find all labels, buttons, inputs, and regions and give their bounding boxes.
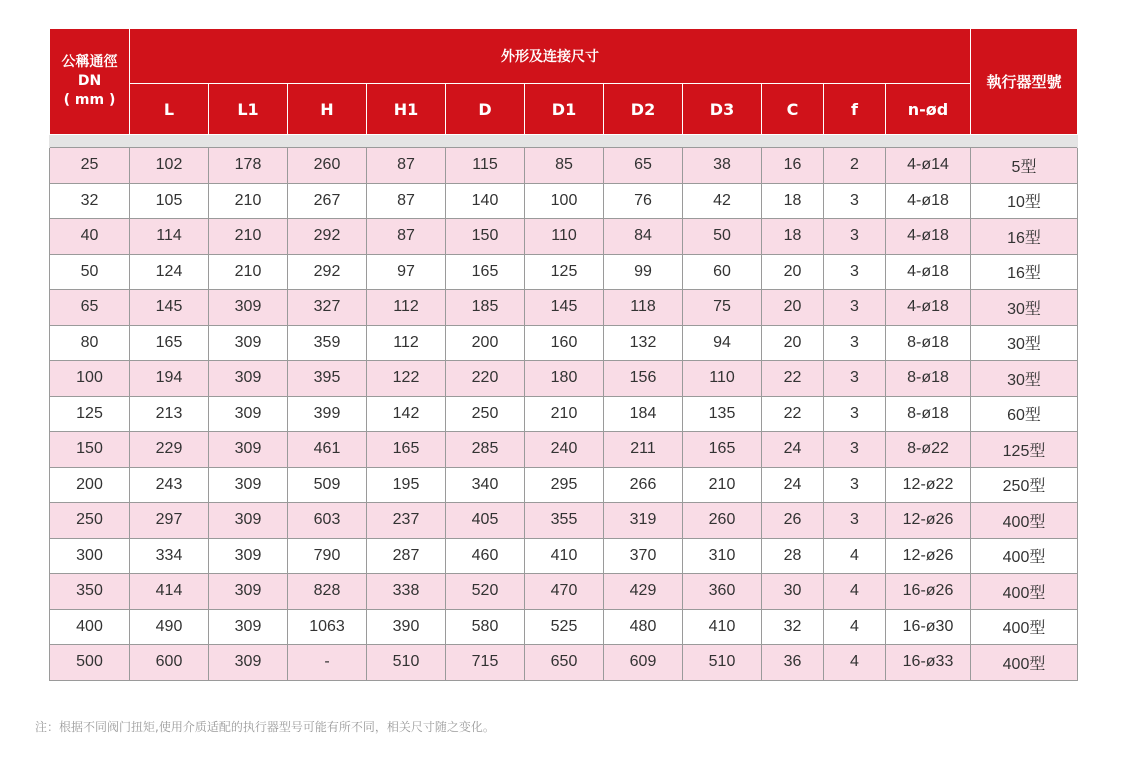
- cell-n-od: 4-ø18: [886, 183, 971, 219]
- cell-c: 18: [762, 183, 824, 219]
- cell-h: 395: [288, 361, 367, 397]
- cell-d2: 480: [604, 609, 683, 645]
- cell-c: 26: [762, 503, 824, 539]
- cell-f: 3: [824, 219, 886, 255]
- cell-l: 334: [130, 538, 209, 574]
- table-row: [50, 396, 1078, 432]
- cell-d: 140: [446, 183, 525, 219]
- table-row: [50, 432, 1078, 468]
- cell-h1: 195: [367, 467, 446, 503]
- cell-l: 102: [130, 148, 209, 184]
- cell-l1: 309: [209, 574, 288, 610]
- cell-dn: 25: [50, 148, 130, 184]
- header-col-l: L: [130, 84, 209, 135]
- cell-f: 3: [824, 396, 886, 432]
- cell-h1: 87: [367, 148, 446, 184]
- table-row: [50, 148, 1078, 184]
- cell-d1: 470: [525, 574, 604, 610]
- cell-dn: 300: [50, 538, 130, 574]
- cell-d2: 211: [604, 432, 683, 468]
- cell-d2: 132: [604, 325, 683, 361]
- header-col-l1: L1: [209, 84, 288, 135]
- cell-d: 185: [446, 290, 525, 326]
- cell-actuator-model: 30型: [971, 361, 1078, 397]
- cell-actuator-model: 400型: [971, 645, 1078, 681]
- cell-d: 340: [446, 467, 525, 503]
- cell-n-od: 4-ø14: [886, 148, 971, 184]
- cell-dn: 350: [50, 574, 130, 610]
- cell-n-od: 4-ø18: [886, 290, 971, 326]
- cell-h1: 97: [367, 254, 446, 290]
- cell-l1: 309: [209, 325, 288, 361]
- cell-n-od: 12-ø22: [886, 467, 971, 503]
- cell-d2: 99: [604, 254, 683, 290]
- cell-d: 250: [446, 396, 525, 432]
- cell-d: 200: [446, 325, 525, 361]
- cell-f: 3: [824, 432, 886, 468]
- table-row: [50, 219, 1078, 255]
- header-spacer-row: [50, 135, 1078, 148]
- cell-actuator-model: 60型: [971, 396, 1078, 432]
- cell-d: 165: [446, 254, 525, 290]
- header-col-f: f: [824, 84, 886, 135]
- cell-d2: 76: [604, 183, 683, 219]
- cell-d3: 310: [683, 538, 762, 574]
- cell-n-od: 8-ø22: [886, 432, 971, 468]
- cell-n-od: 8-ø18: [886, 325, 971, 361]
- cell-d2: 609: [604, 645, 683, 681]
- table-row: [50, 361, 1078, 397]
- cell-l: 213: [130, 396, 209, 432]
- cell-d: 220: [446, 361, 525, 397]
- cell-c: 20: [762, 254, 824, 290]
- header-dn-line2: DN: [77, 73, 102, 89]
- cell-l: 145: [130, 290, 209, 326]
- cell-c: 24: [762, 467, 824, 503]
- cell-d2: 84: [604, 219, 683, 255]
- cell-dn: 65: [50, 290, 130, 326]
- cell-d1: 240: [525, 432, 604, 468]
- cell-h: 292: [288, 254, 367, 290]
- cell-dn: 80: [50, 325, 130, 361]
- cell-d3: 50: [683, 219, 762, 255]
- cell-c: 32: [762, 609, 824, 645]
- cell-n-od: 4-ø18: [886, 254, 971, 290]
- table-row: [50, 503, 1078, 539]
- cell-h1: 287: [367, 538, 446, 574]
- cell-f: 2: [824, 148, 886, 184]
- cell-h: -: [288, 645, 367, 681]
- cell-dn: 250: [50, 503, 130, 539]
- cell-d3: 38: [683, 148, 762, 184]
- footnote: 注：根据不同阀门扭矩,使用介质适配的执行器型号可能有所不同，相关尺寸随之变化。: [35, 720, 495, 734]
- cell-f: 3: [824, 361, 886, 397]
- cell-d1: 355: [525, 503, 604, 539]
- cell-d3: 510: [683, 645, 762, 681]
- cell-l1: 309: [209, 361, 288, 397]
- cell-actuator-model: 5型: [971, 148, 1078, 184]
- cell-l1: 309: [209, 396, 288, 432]
- cell-l: 105: [130, 183, 209, 219]
- header-dn-line1: 公稱通徑: [61, 54, 118, 70]
- cell-d2: 156: [604, 361, 683, 397]
- cell-dn: 200: [50, 467, 130, 503]
- cell-l: 600: [130, 645, 209, 681]
- cell-h1: 165: [367, 432, 446, 468]
- cell-l: 243: [130, 467, 209, 503]
- cell-actuator-model: 400型: [971, 609, 1078, 645]
- cell-d3: 410: [683, 609, 762, 645]
- cell-l1: 309: [209, 609, 288, 645]
- cell-d1: 100: [525, 183, 604, 219]
- cell-n-od: 4-ø18: [886, 219, 971, 255]
- cell-h1: 112: [367, 325, 446, 361]
- cell-d: 115: [446, 148, 525, 184]
- cell-f: 4: [824, 609, 886, 645]
- cell-c: 28: [762, 538, 824, 574]
- cell-h1: 112: [367, 290, 446, 326]
- cell-d2: 65: [604, 148, 683, 184]
- table-row: [50, 645, 1078, 681]
- cell-c: 20: [762, 290, 824, 326]
- cell-d1: 525: [525, 609, 604, 645]
- cell-h: 509: [288, 467, 367, 503]
- cell-d2: 118: [604, 290, 683, 326]
- cell-h1: 122: [367, 361, 446, 397]
- cell-actuator-model: 30型: [971, 325, 1078, 361]
- cell-d3: 42: [683, 183, 762, 219]
- cell-h: 260: [288, 148, 367, 184]
- cell-n-od: 12-ø26: [886, 503, 971, 539]
- cell-dn: 125: [50, 396, 130, 432]
- cell-actuator-model: 250型: [971, 467, 1078, 503]
- cell-l: 194: [130, 361, 209, 397]
- cell-d3: 60: [683, 254, 762, 290]
- cell-h1: 87: [367, 219, 446, 255]
- cell-h1: 142: [367, 396, 446, 432]
- cell-d1: 295: [525, 467, 604, 503]
- cell-f: 3: [824, 325, 886, 361]
- cell-c: 16: [762, 148, 824, 184]
- header-col-h1: H1: [367, 84, 446, 135]
- cell-h1: 237: [367, 503, 446, 539]
- header-col-d: D: [446, 84, 525, 135]
- cell-d3: 260: [683, 503, 762, 539]
- header-dimensions-group: 外形及连接尺寸: [130, 29, 971, 84]
- cell-n-od: 16-ø26: [886, 574, 971, 610]
- cell-l1: 210: [209, 254, 288, 290]
- table-row: [50, 538, 1078, 574]
- cell-n-od: 16-ø33: [886, 645, 971, 681]
- cell-d: 150: [446, 219, 525, 255]
- cell-h: 461: [288, 432, 367, 468]
- cell-f: 4: [824, 645, 886, 681]
- cell-l: 229: [130, 432, 209, 468]
- cell-d1: 85: [525, 148, 604, 184]
- cell-l1: 309: [209, 290, 288, 326]
- header-actuator-model: 執行器型號: [971, 29, 1078, 135]
- dimension-table: [49, 28, 1078, 681]
- cell-n-od: 8-ø18: [886, 361, 971, 397]
- header-col-n-od: n-ød: [886, 84, 971, 135]
- cell-l: 297: [130, 503, 209, 539]
- cell-h: 359: [288, 325, 367, 361]
- cell-h: 399: [288, 396, 367, 432]
- header-col-c: C: [762, 84, 824, 135]
- cell-l: 124: [130, 254, 209, 290]
- header-col-d3: D3: [683, 84, 762, 135]
- cell-d3: 135: [683, 396, 762, 432]
- table-row: [50, 290, 1078, 326]
- cell-f: 4: [824, 538, 886, 574]
- cell-c: 24: [762, 432, 824, 468]
- header-col-h: H: [288, 84, 367, 135]
- header-col-d1: D1: [525, 84, 604, 135]
- cell-actuator-model: 16型: [971, 254, 1078, 290]
- cell-l1: 210: [209, 219, 288, 255]
- cell-c: 20: [762, 325, 824, 361]
- cell-f: 3: [824, 254, 886, 290]
- cell-f: 3: [824, 503, 886, 539]
- cell-l: 114: [130, 219, 209, 255]
- cell-h: 1063: [288, 609, 367, 645]
- cell-dn: 40: [50, 219, 130, 255]
- cell-l1: 309: [209, 432, 288, 468]
- cell-dn: 50: [50, 254, 130, 290]
- cell-h1: 338: [367, 574, 446, 610]
- cell-d3: 165: [683, 432, 762, 468]
- cell-l1: 309: [209, 467, 288, 503]
- cell-dn: 32: [50, 183, 130, 219]
- cell-d3: 210: [683, 467, 762, 503]
- cell-d1: 210: [525, 396, 604, 432]
- cell-h1: 390: [367, 609, 446, 645]
- table-row: [50, 574, 1078, 610]
- cell-f: 3: [824, 183, 886, 219]
- cell-h: 327: [288, 290, 367, 326]
- cell-actuator-model: 400型: [971, 503, 1078, 539]
- table-row: [50, 609, 1078, 645]
- cell-d1: 650: [525, 645, 604, 681]
- cell-d: 580: [446, 609, 525, 645]
- cell-d3: 360: [683, 574, 762, 610]
- cell-h1: 87: [367, 183, 446, 219]
- cell-d2: 429: [604, 574, 683, 610]
- cell-actuator-model: 16型: [971, 219, 1078, 255]
- cell-n-od: 8-ø18: [886, 396, 971, 432]
- table-row: [50, 467, 1078, 503]
- cell-actuator-model: 400型: [971, 538, 1078, 574]
- cell-h: 828: [288, 574, 367, 610]
- cell-l1: 178: [209, 148, 288, 184]
- cell-d1: 145: [525, 290, 604, 326]
- cell-d2: 266: [604, 467, 683, 503]
- cell-actuator-model: 400型: [971, 574, 1078, 610]
- cell-l: 490: [130, 609, 209, 645]
- cell-d: 405: [446, 503, 525, 539]
- cell-f: 3: [824, 467, 886, 503]
- cell-d1: 125: [525, 254, 604, 290]
- cell-f: 4: [824, 574, 886, 610]
- header-col-d2: D2: [604, 84, 683, 135]
- cell-d2: 370: [604, 538, 683, 574]
- cell-d2: 319: [604, 503, 683, 539]
- cell-d: 715: [446, 645, 525, 681]
- cell-dn: 500: [50, 645, 130, 681]
- cell-l: 414: [130, 574, 209, 610]
- table-row: [50, 325, 1078, 361]
- cell-c: 30: [762, 574, 824, 610]
- cell-c: 22: [762, 361, 824, 397]
- cell-d3: 110: [683, 361, 762, 397]
- cell-d3: 94: [683, 325, 762, 361]
- cell-d: 285: [446, 432, 525, 468]
- cell-h1: 510: [367, 645, 446, 681]
- table-row: [50, 183, 1078, 219]
- cell-d1: 410: [525, 538, 604, 574]
- cell-dn: 100: [50, 361, 130, 397]
- cell-l1: 309: [209, 645, 288, 681]
- cell-h: 790: [288, 538, 367, 574]
- header-dn: [50, 29, 130, 135]
- header-spacer-cell: [50, 135, 1078, 148]
- cell-c: 22: [762, 396, 824, 432]
- cell-actuator-model: 10型: [971, 183, 1078, 219]
- cell-h: 603: [288, 503, 367, 539]
- cell-f: 3: [824, 290, 886, 326]
- cell-d2: 184: [604, 396, 683, 432]
- cell-c: 36: [762, 645, 824, 681]
- cell-d3: 75: [683, 290, 762, 326]
- cell-n-od: 12-ø26: [886, 538, 971, 574]
- cell-n-od: 16-ø30: [886, 609, 971, 645]
- cell-l: 165: [130, 325, 209, 361]
- cell-actuator-model: 30型: [971, 290, 1078, 326]
- cell-d1: 180: [525, 361, 604, 397]
- cell-d1: 110: [525, 219, 604, 255]
- cell-dn: 400: [50, 609, 130, 645]
- cell-d1: 160: [525, 325, 604, 361]
- cell-c: 18: [762, 219, 824, 255]
- cell-l1: 309: [209, 503, 288, 539]
- table-body: [50, 135, 1078, 681]
- table-row: [50, 254, 1078, 290]
- cell-l1: 210: [209, 183, 288, 219]
- header-dn-line3: ( mm ): [63, 92, 116, 108]
- cell-h: 292: [288, 219, 367, 255]
- cell-actuator-model: 125型: [971, 432, 1078, 468]
- cell-d: 520: [446, 574, 525, 610]
- cell-h: 267: [288, 183, 367, 219]
- cell-d: 460: [446, 538, 525, 574]
- cell-l1: 309: [209, 538, 288, 574]
- cell-dn: 150: [50, 432, 130, 468]
